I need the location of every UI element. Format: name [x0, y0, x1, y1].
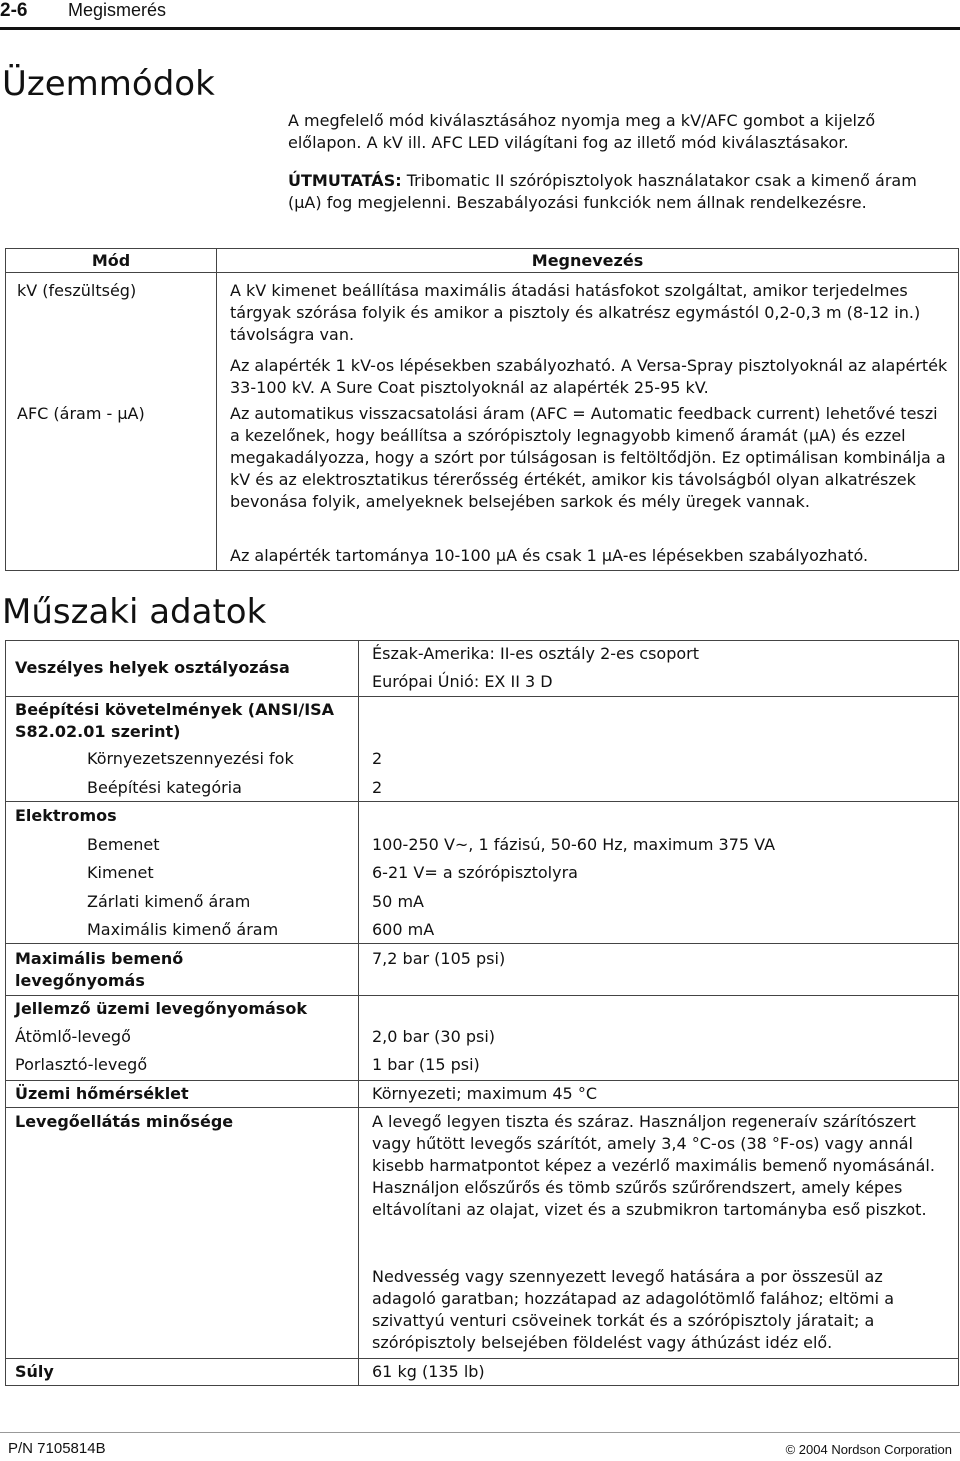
- col-header-description: Megnevezés: [531, 251, 644, 270]
- table-bottom-rule: [5, 570, 959, 571]
- pollution-value: 2: [372, 749, 383, 768]
- typical-air-label: Jellemző üzemi levegőnyomások: [15, 999, 307, 1018]
- spec-rule-2: [5, 801, 959, 802]
- spec-rule-5: [5, 1080, 959, 1081]
- temp-value: Környezeti; maximum 45 °C: [372, 1084, 597, 1103]
- chapter-title: Megismerés: [68, 0, 167, 20]
- install-label: Beépítési követelmények (ANSI/ISA S82.02.01 szerint): [15, 700, 335, 741]
- temp-label: Üzemi hőmérséklet: [15, 1084, 189, 1103]
- part-number: P/N 7105814B: [8, 1440, 106, 1457]
- install-cat-label: Beépítési kategória: [87, 778, 242, 797]
- table-right-border: [958, 248, 959, 571]
- table-mid-border: [216, 248, 217, 571]
- short-circuit-value: 50 mA: [372, 892, 424, 911]
- spec-top-rule: [5, 640, 959, 641]
- hazard-value-eu: Európai Únió: EX II 3 D: [372, 672, 553, 691]
- table-left-border: [5, 248, 6, 571]
- air-quality-warning: Nedvesség vagy szennyezett levegő hatására a por összesül az adagoló garatban; hozzátapad az adagolótömlő falához; eltömi a szivattyú venturi csöveinek torkát és a szórópisztoly járatait; a szórópisztoly belsejében földelést vagy áthúzást idéz elő.: [372, 1267, 895, 1352]
- short-circuit-label: Zárlati kimenő áram: [87, 892, 251, 911]
- table-top-rule: [5, 248, 959, 249]
- kv-description: A kV kimenet beállítása maximális átadási hatásfokot szolgáltat, amikor terjedelmes tárgyak szórása folyik és amikor a pisztoly és alkatrész egymástól 0,2-0,3 m (8-12 in.) távolságra van.: [230, 281, 921, 344]
- spec-rule-3: [5, 943, 959, 944]
- table-header-rule: [5, 272, 959, 273]
- section-title-specs: Műszaki adatok: [2, 592, 267, 632]
- header-rule: [0, 27, 960, 30]
- footer-rule: [0, 1432, 960, 1433]
- hazard-label: Veszélyes helyek osztályozása: [15, 658, 290, 677]
- copyright: © 2004 Nordson Corporation: [785, 1442, 952, 1457]
- spec-left-border: [5, 640, 6, 1386]
- spec-rule-4: [5, 995, 959, 996]
- input-label: Bemenet: [87, 835, 160, 854]
- air-quality-label: Levegőellátás minősége: [15, 1112, 234, 1131]
- weight-label: Súly: [15, 1362, 54, 1381]
- modes-intro: A megfelelő mód kiválasztásához nyomja meg a kV/AFC gombot a kijelző előlapon. A kV ill. AFC LED világítani fog az illető mód kiválasztásakor.: [288, 111, 876, 152]
- kv-range: Az alapérték 1 kV-os lépésekben szabályozható. A Versa-Spray pisztolyoknál az alapérték 33-100 kV. A Sure Coat pisztolyoknál az alapérték 25-95 kV.: [230, 356, 948, 397]
- max-air-label: Maximális bemenő levegőnyomás: [15, 949, 184, 990]
- afc-description: Az automatikus visszacsatolási áram (AFC = Automatic feedback current) lehetővé teszi a kezelőnek, hogy beállítsa a szórópisztoly legnagyobb kimenő áramát (μA) és ezzel megakadályozza, hogy a szórt por túlságosan is feltöltődjön. Ez optimálisan kombinálja a kV és az elektrosztatikus térerősség értékét, amikor kis távolságból olyan alkatrészek bevonása folyik, amelyeknek belsejében sarkok és mély üregek vannak.: [230, 404, 946, 511]
- modes-note: [288, 170, 948, 214]
- max-output-label: Maximális kimenő áram: [87, 920, 279, 939]
- note-label: ÚTMUTATÁS:: [288, 171, 402, 190]
- spec-rule-6: [5, 1107, 959, 1108]
- pollution-label: Környezetszennyezési fok: [87, 749, 294, 768]
- col-header-mode: Mód: [91, 251, 131, 270]
- page-number: 2-6: [0, 0, 28, 21]
- spec-right-border: [958, 640, 959, 1386]
- spec-rule-7: [5, 1358, 959, 1359]
- note-text: Tribomatic II szórópisztolyok használatakor csak a kimenő áram (μA) fog megjelenni. Beszabályozási funkciók nem állnak rendelkezésre.: [288, 171, 917, 212]
- input-value: 100-250 V~, 1 fázisú, 50-60 Hz, maximum 375 VA: [372, 835, 776, 854]
- install-cat-value: 2: [372, 778, 383, 797]
- flow-air-label: Átömlő-levegő: [15, 1027, 131, 1046]
- weight-value: 61 kg (135 lb): [372, 1362, 485, 1381]
- air-quality-value: A levegő legyen tiszta és száraz. Használjon regeneraív szárítószert vagy hűtött levegős szárítót, amely 3,4 °C-os (38 °F-os) vagy annál kisebb harmatpontot képez a vezérlő maximális bemenő nyomásánál. Használjon előszűrős és tömb szűrős szűrőrendszert, amely képes eltávolítani az olajat, vizet és a szubmikron tartományba eső piszkot.: [372, 1112, 935, 1219]
- spec-mid-border: [358, 640, 359, 1386]
- flow-air-value: 2,0 bar (30 psi): [372, 1027, 496, 1046]
- spec-rule-1: [5, 696, 959, 697]
- section-title-modes: Üzemmódok: [2, 64, 215, 104]
- spec-bottom-rule: [5, 1385, 959, 1386]
- afc-range: Az alapérték tartománya 10-100 μA és csak 1 μA-es lépésekben szabályozható.: [230, 546, 869, 565]
- mode-afc: AFC (áram - μA): [17, 404, 145, 423]
- max-output-value: 600 mA: [372, 920, 435, 939]
- output-value: 6-21 V= a szórópisztolyra: [372, 863, 578, 882]
- mode-kv: kV (feszültség): [17, 281, 137, 300]
- electrical-label: Elektromos: [15, 806, 117, 825]
- atomize-air-label: Porlasztó-levegő: [15, 1055, 148, 1074]
- max-air-value: 7,2 bar (105 psi): [372, 949, 506, 968]
- hazard-value-na: Észak-Amerika: II-es osztály 2-es csoport: [372, 644, 700, 663]
- output-label: Kimenet: [87, 863, 154, 882]
- atomize-air-value: 1 bar (15 psi): [372, 1055, 480, 1074]
